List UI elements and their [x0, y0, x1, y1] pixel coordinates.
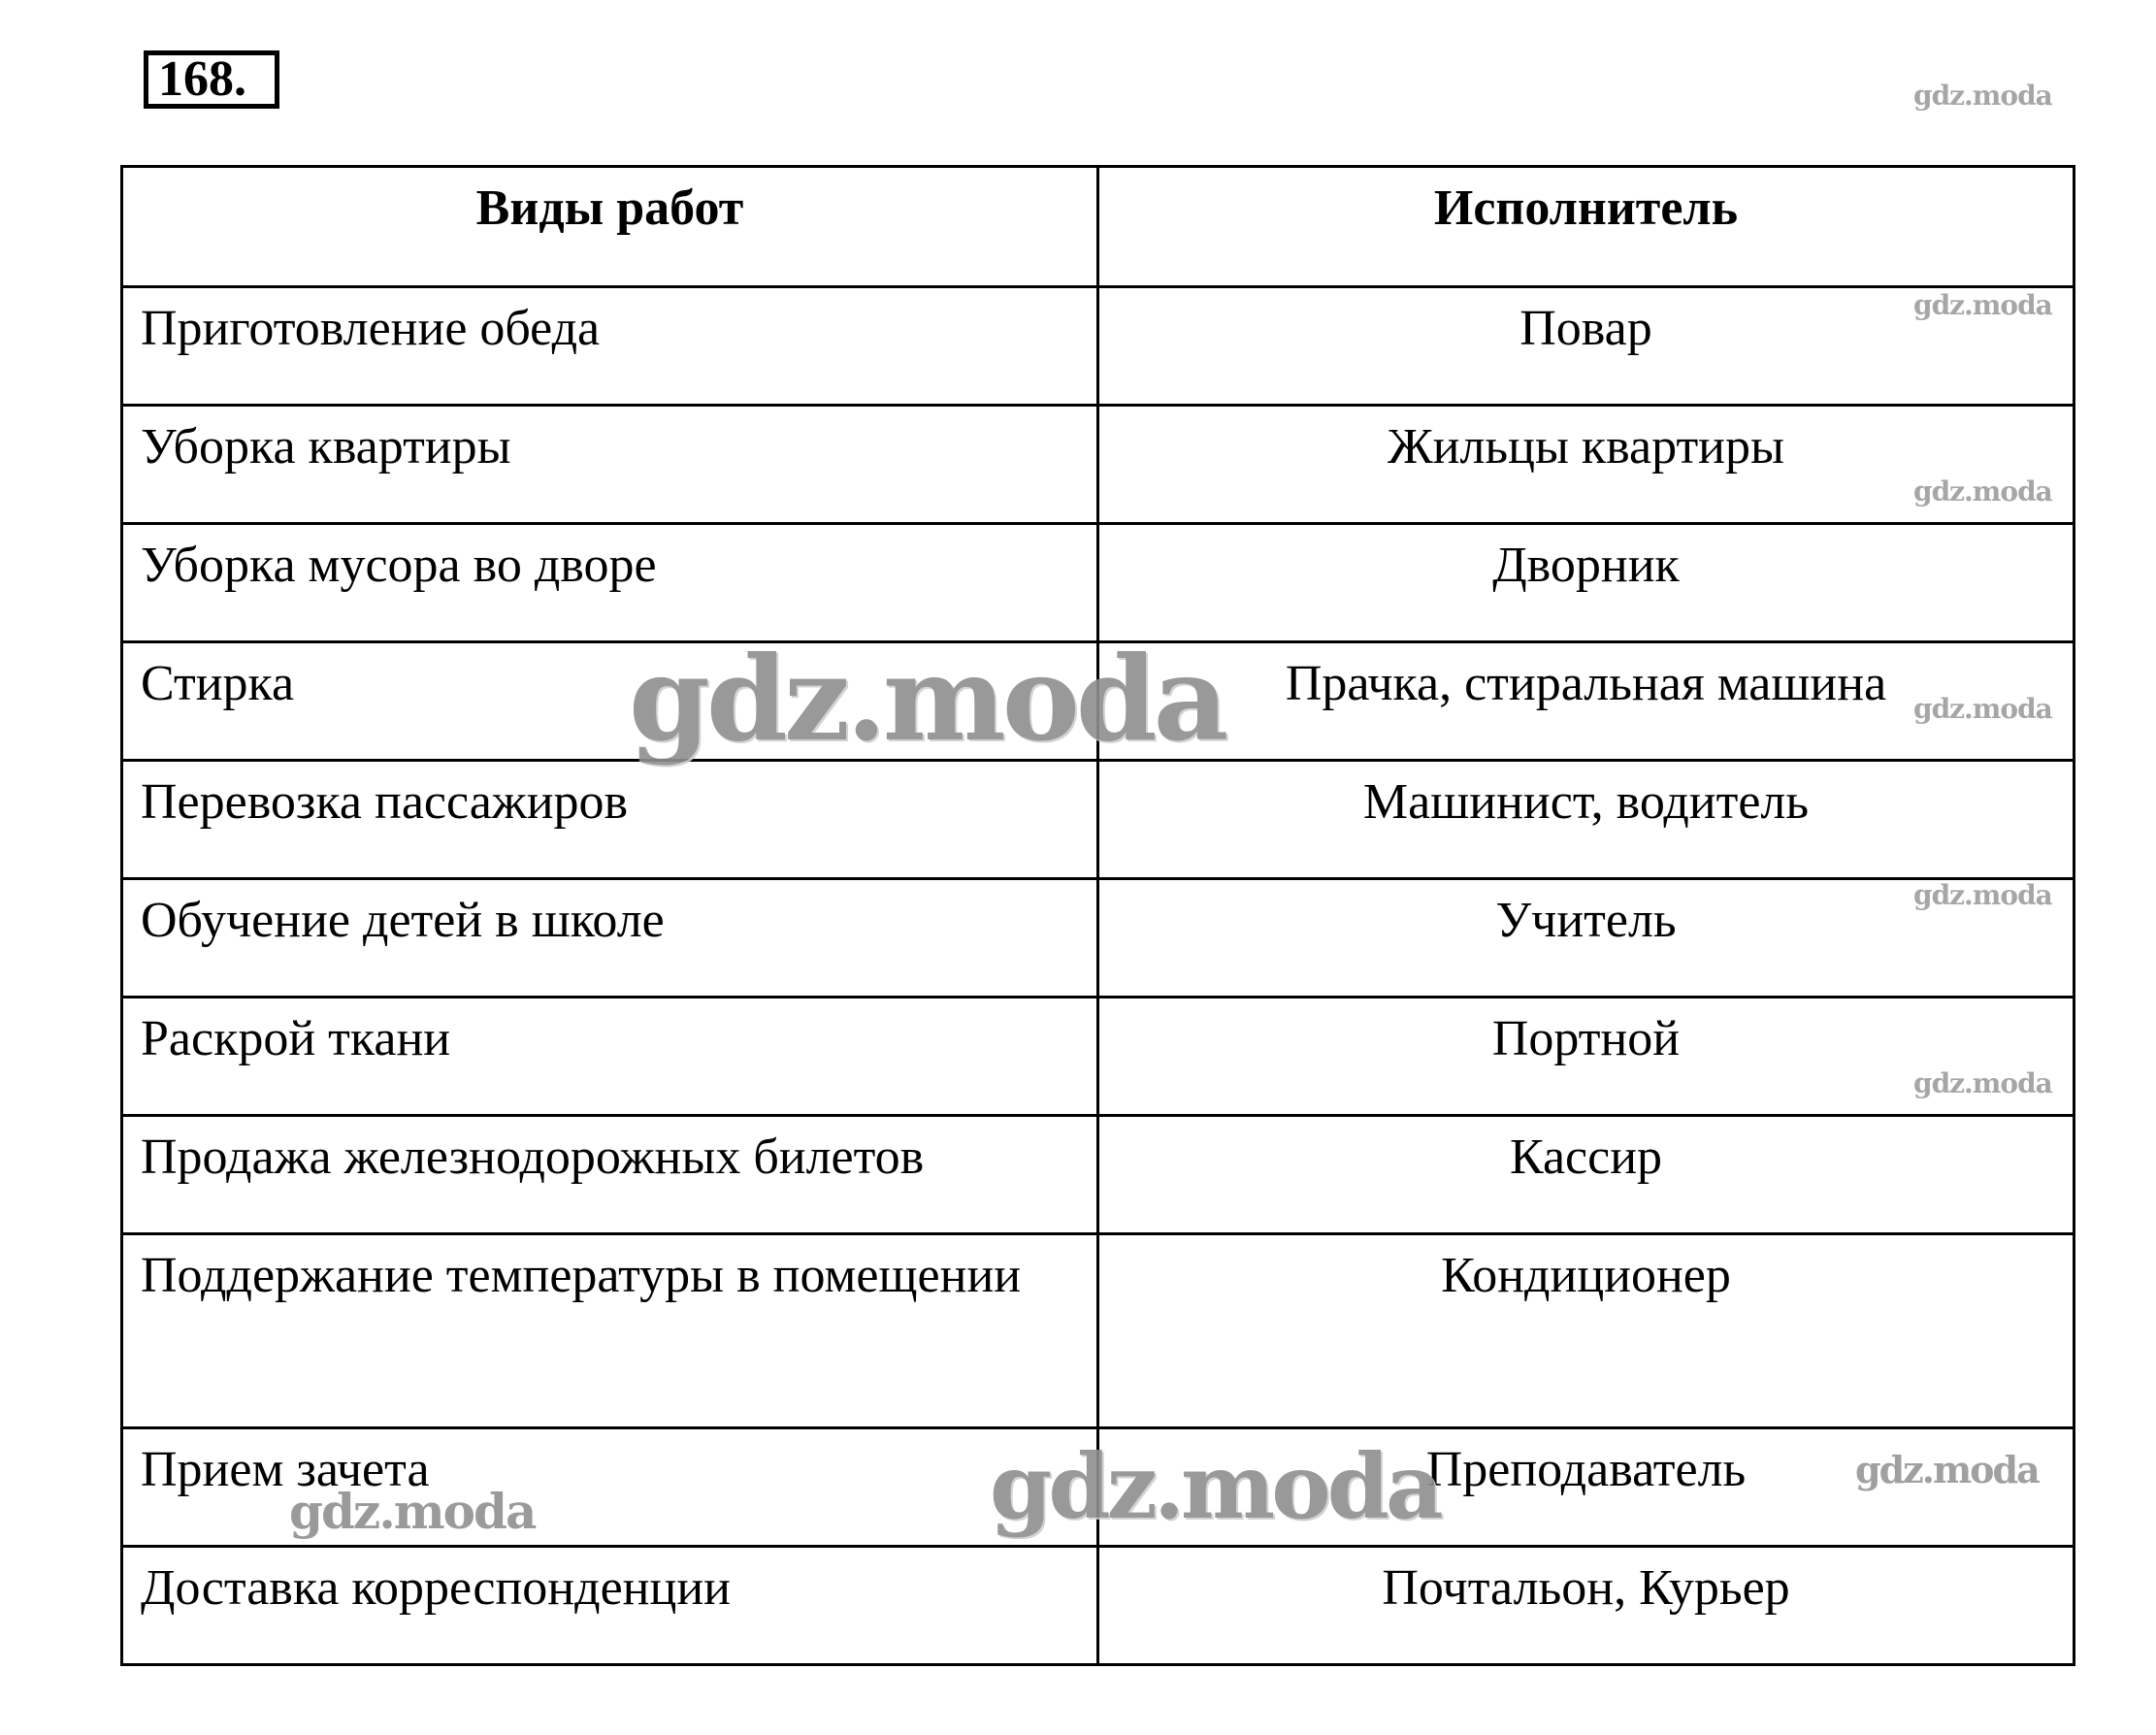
table-row: [122, 406, 2074, 524]
watermark: gdz.moda: [990, 1434, 1440, 1539]
work-cell: Продажа железнодорожных билетов: [122, 1116, 1098, 1234]
watermark: gdz.moda: [1913, 879, 2052, 911]
watermark: gdz.moda: [1913, 80, 2052, 112]
performer-cell: Дворник: [1098, 524, 2074, 642]
work-cell: Прием зачета: [122, 1428, 1098, 1547]
performer-cell: Преподаватель: [1098, 1428, 2074, 1547]
watermark: gdz.moda: [1913, 289, 2052, 321]
watermark: gdz.moda: [1913, 693, 2052, 725]
problem-number: 168.: [144, 50, 279, 109]
performer-cell: Повар: [1098, 287, 2074, 406]
table-row: [122, 879, 2074, 998]
table-row: [122, 524, 2074, 642]
work-cell: Стирка: [122, 642, 1098, 761]
watermark: gdz.moda: [1855, 1448, 2039, 1491]
performer-cell: Портной: [1098, 998, 2074, 1116]
work-cell: Приготовление обеда: [122, 287, 1098, 406]
work-cell: Доставка корреспонденции: [122, 1547, 1098, 1665]
header-performer: Исполнитель: [1098, 167, 2074, 287]
work-cell: Уборка квартиры: [122, 406, 1098, 524]
watermark: gdz.moda: [629, 631, 1225, 768]
table-row: [122, 1547, 2074, 1665]
table-row: [122, 761, 2074, 879]
performer-cell: Кассир: [1098, 1116, 2074, 1234]
table-row: [122, 287, 2074, 406]
work-cell: Уборка мусора во дворе: [122, 524, 1098, 642]
performer-cell: Прачка, стиральная машина: [1098, 642, 2074, 761]
performer-cell: Жильцы квартиры: [1098, 406, 2074, 524]
watermark: gdz.moda: [1913, 1067, 2052, 1099]
performer-cell: Почтальон, Курьер: [1098, 1547, 2074, 1665]
performer-cell: Кондиционер: [1098, 1234, 2074, 1428]
table-row: [122, 998, 2074, 1116]
watermark: gdz.moda: [289, 1483, 536, 1540]
work-cell: Обучение детей в школе: [122, 879, 1098, 998]
performer-cell: Машинист, водитель: [1098, 761, 2074, 879]
table-header-row: [122, 167, 2074, 287]
performer-cell: Учитель: [1098, 879, 2074, 998]
header-work-type: Виды работ: [122, 167, 1098, 287]
work-cell: Поддержание температуры в помещении: [122, 1234, 1098, 1428]
table-row: [122, 1116, 2074, 1234]
work-cell: Раскрой ткани: [122, 998, 1098, 1116]
work-cell: Перевозка пассажиров: [122, 761, 1098, 879]
table-row: [122, 1234, 2074, 1428]
watermark: gdz.moda: [1913, 475, 2052, 507]
